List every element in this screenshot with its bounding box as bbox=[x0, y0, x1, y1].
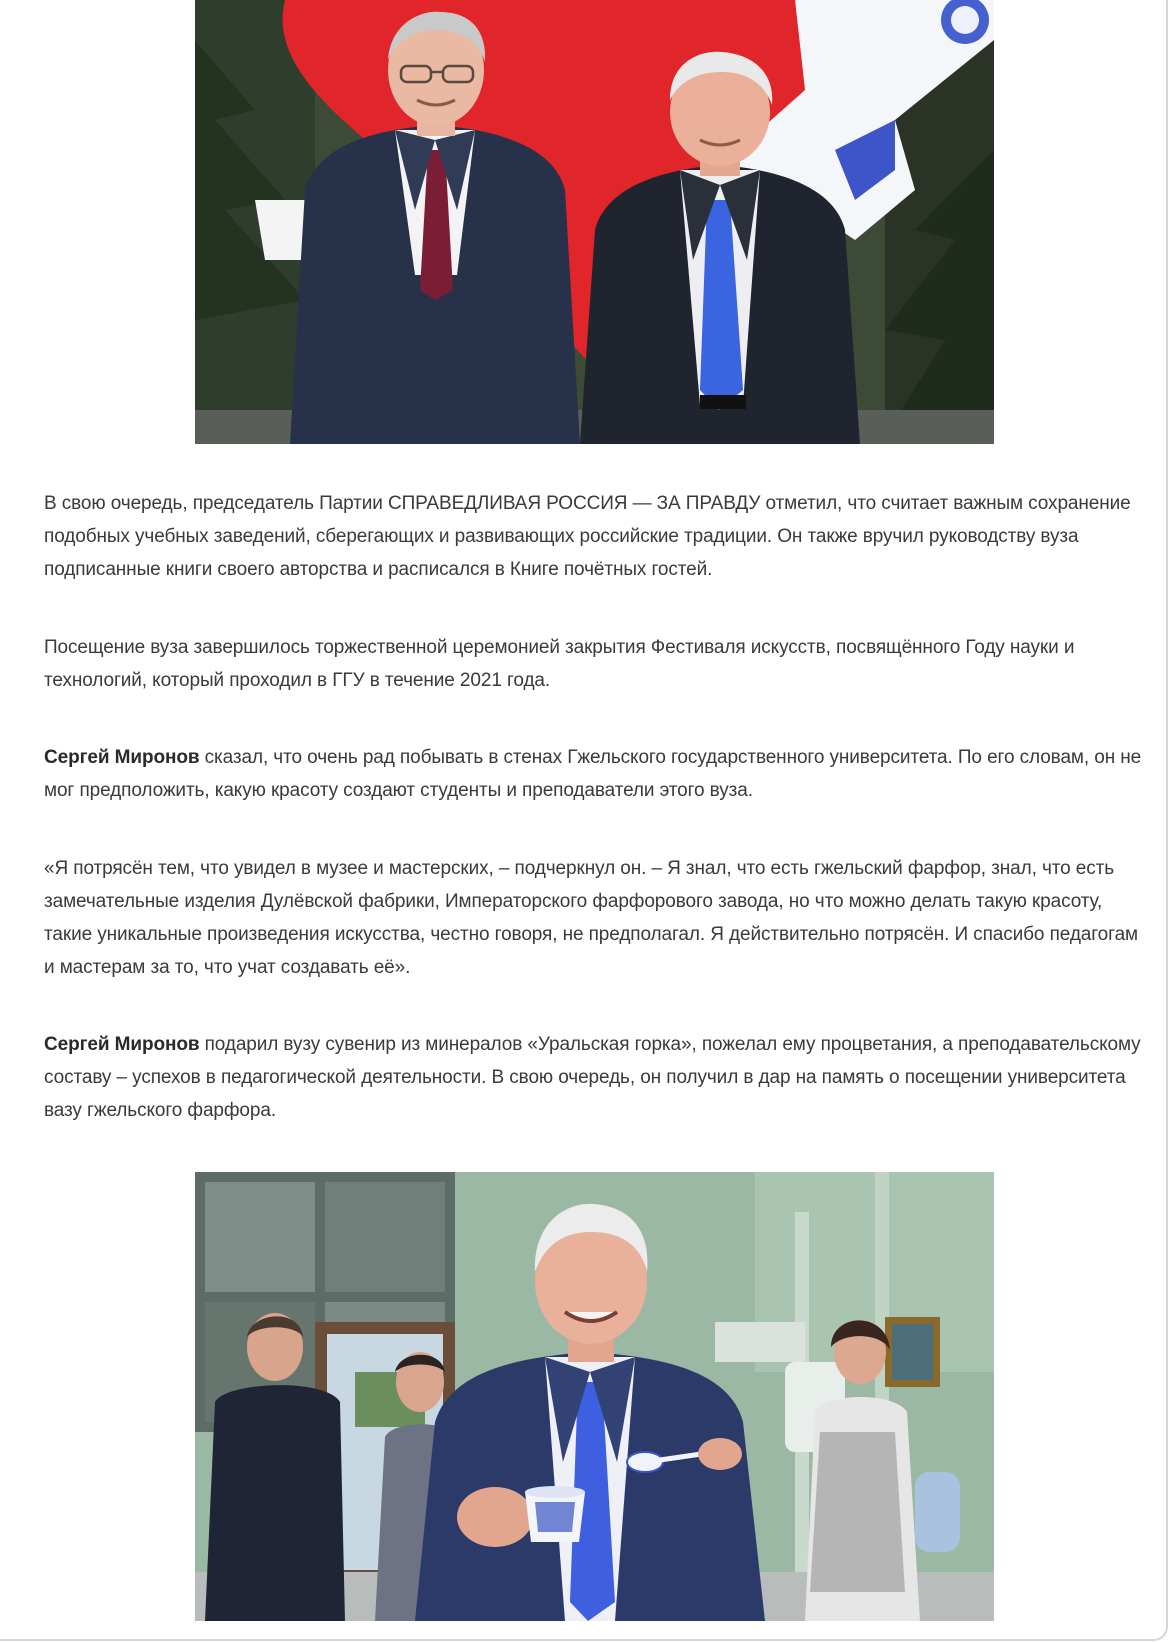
paragraph-text: «Я потрясён тем, что увидел в музее и мастерских, – подчеркнул он. – Я знал, что есть гжельский фарфор, знал, что есть замечательные изделия Дулёвской фабрики, Императорского фарфорового завода, но что можно делать такую красоту, такие уникальные произведения искусства, честно говоря, не предполагал. Я действительно потрясён. И спасибо педагогам и мастерам за то, что учат создавать её». bbox=[44, 858, 1138, 978]
person-name-bold: Сергей Миронов bbox=[44, 747, 200, 768]
article-paragraph-4-quote bbox=[44, 852, 1144, 984]
article-paragraph-2 bbox=[44, 631, 1144, 697]
paragraph-text: В свою очередь, председатель Партии СПРАВЕДЛИВАЯ РОССИЯ — ЗА ПРАВДУ отметил, что считает важным сохранение подобных учебных заведений, сберегающих и развивающих российские традиции. Он также вручил руководству вуза подписанные книги своего авторства и расписался в Книге почётных гостей. bbox=[44, 493, 1131, 580]
article-paragraph-3 bbox=[44, 741, 1144, 807]
paragraph-text: сказал, что очень рад побывать в стенах Гжельского государственного университета. По его словам, он не мог предположить, какую красоту создают студенты и преподаватели этого вуза. bbox=[44, 747, 1142, 801]
article-photo-top bbox=[195, 0, 994, 444]
paragraph-text: подарил вузу сувенир из минералов «Уральская горка», пожелал ему процветания, а преподавательскому составу – успехов в педагогической деятельности. В свою очередь, он получил в дар на память о посещении университета вазу гжельского фарфора. bbox=[44, 1034, 1141, 1121]
photo-man-holding-gzhel-porcelain-cup bbox=[195, 1172, 994, 1621]
article-photo-bottom bbox=[195, 1172, 994, 1621]
person-name-bold: Сергей Миронов bbox=[44, 1034, 200, 1055]
paragraph-text: Посещение вуза завершилось торжественной церемонией закрытия Фестиваля искусств, посвящённого Году науки и технологий, который проходил в ГГУ в течение 2021 года. bbox=[44, 637, 1075, 691]
article-paragraph-5 bbox=[44, 1028, 1144, 1127]
article-paragraph-1 bbox=[44, 487, 1144, 586]
photo-two-men-in-suits-by-heart-sculpture bbox=[195, 0, 994, 444]
